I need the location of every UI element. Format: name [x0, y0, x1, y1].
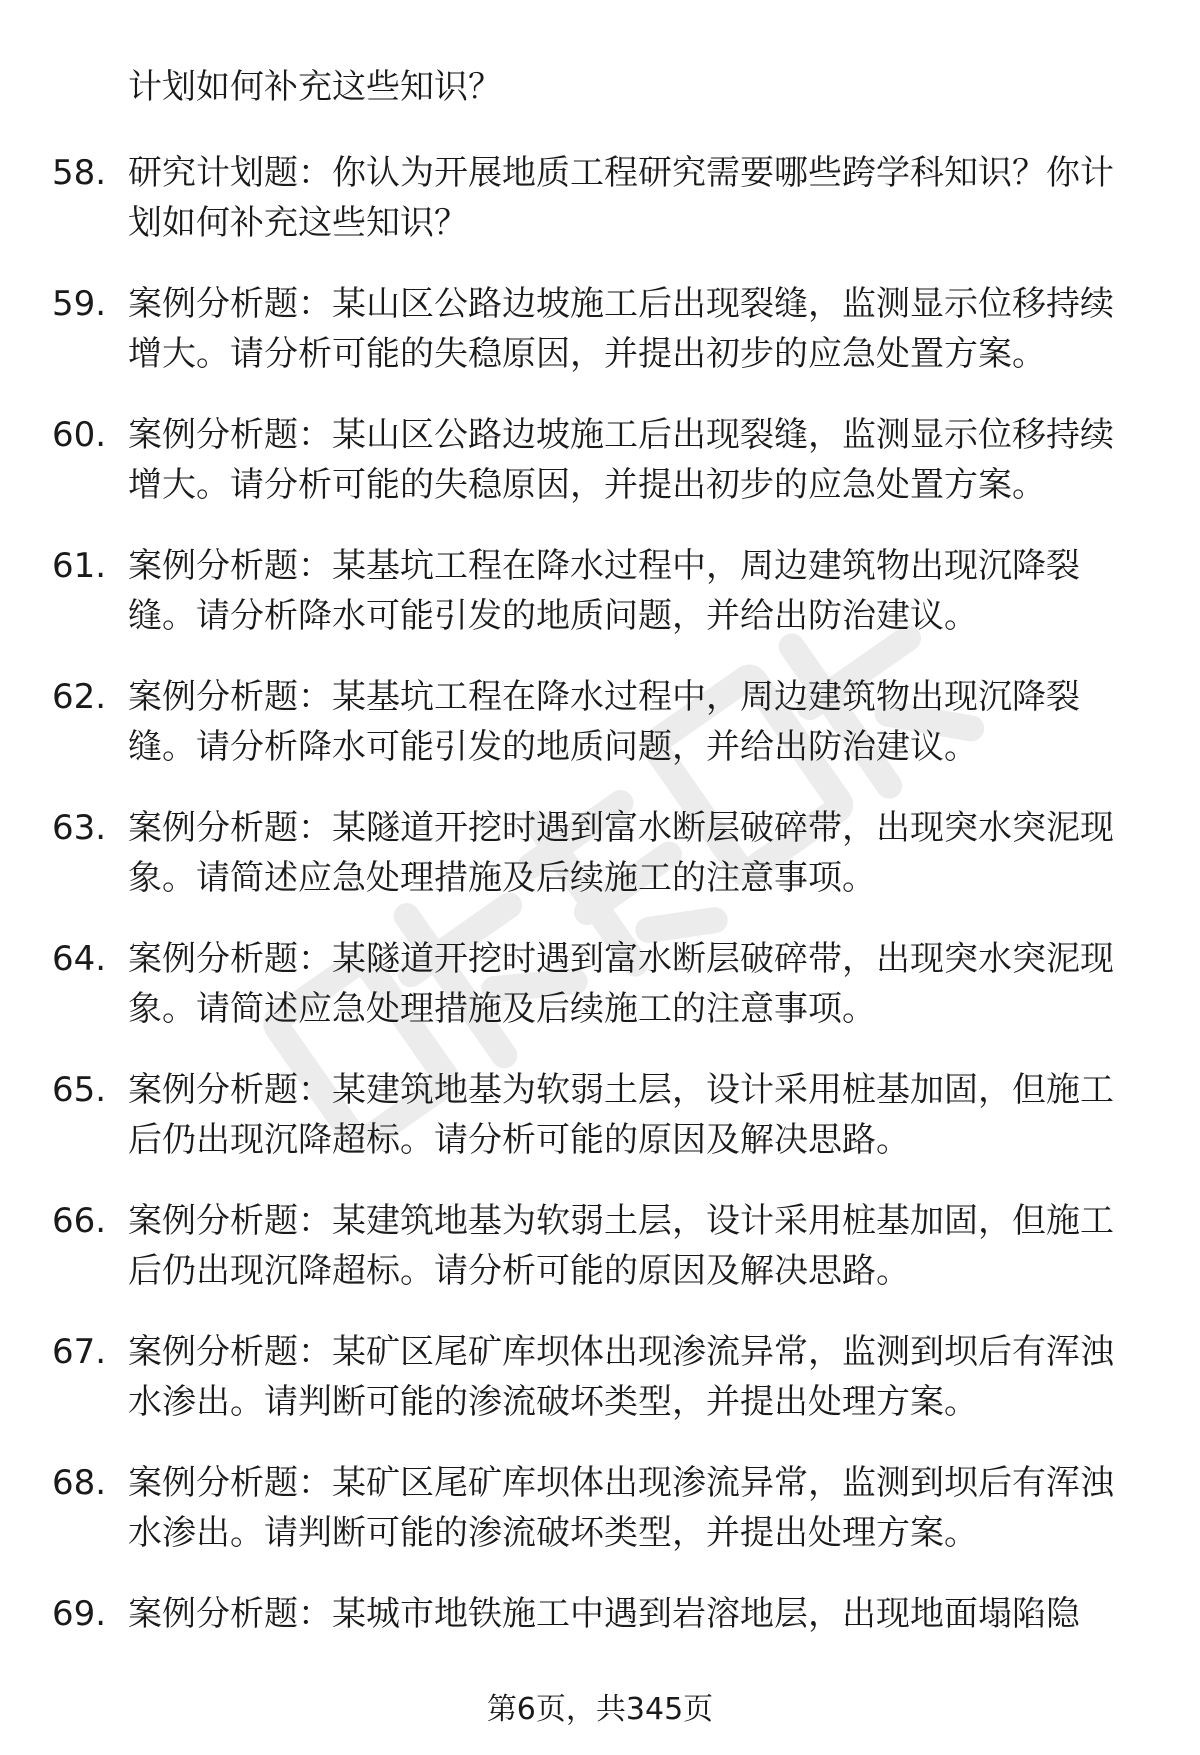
question-item	[0, 541, 1200, 672]
question-number: 65.	[52, 1070, 107, 1110]
page-number: 第6页，共345页	[486, 1692, 714, 1727]
question-item	[0, 1458, 1200, 1589]
question-number: 66.	[52, 1201, 107, 1241]
question-text: 案例分析题：某隧道开挖时遇到富水断层破碎带，出现突水突泥现象。请简述应急处理措施及后续施工的注意事项。	[128, 939, 1114, 1029]
question-number: 60.	[52, 415, 107, 455]
question-text: 案例分析题：某山区公路边坡施工后出现裂缝，监测显示位移持续增大。请分析可能的失稳原因，并提出初步的应急处置方案。	[128, 284, 1114, 374]
question-number: 64.	[52, 939, 107, 979]
question-text: 案例分析题：某基坑工程在降水过程中，周边建筑物出现沉降裂缝。请分析降水可能引发的地质问题，并给出防治建议。	[128, 546, 1080, 636]
question-text: 案例分析题：某矿区尾矿库坝体出现渗流异常，监测到坝后有浑浊水渗出。请判断可能的渗流破坏类型，并提出处理方案。	[128, 1332, 1114, 1422]
question-text: 案例分析题：某建筑地基为软弱土层，设计采用桩基加固，但施工后仍出现沉降超标。请分析可能的原因及解决思路。	[128, 1070, 1114, 1160]
question-number: 58.	[52, 153, 107, 193]
question-number: 62.	[52, 677, 107, 717]
question-number: 69.	[52, 1594, 107, 1634]
question-item	[0, 1065, 1200, 1196]
question-item	[0, 672, 1200, 803]
question-text: 研究计划题：你认为开展地质工程研究需要哪些跨学科知识？你计划如何补充这些知识？	[128, 153, 1114, 243]
question-item	[0, 1196, 1200, 1327]
question-text: 案例分析题：某城市地铁施工中遇到岩溶地层，出现地面塌陷隐	[128, 1594, 1080, 1634]
question-number: 63.	[52, 808, 107, 848]
question-item	[0, 934, 1200, 1065]
question-text: 案例分析题：某山区公路边坡施工后出现裂缝，监测显示位移持续增大。请分析可能的失稳原因，并提出初步的应急处置方案。	[128, 415, 1114, 505]
question-item	[0, 148, 1200, 279]
question-number: 61.	[52, 546, 107, 586]
question-number: 68.	[52, 1463, 107, 1503]
question-text: 案例分析题：某矿区尾矿库坝体出现渗流异常，监测到坝后有浑浊水渗出。请判断可能的渗流破坏类型，并提出处理方案。	[128, 1463, 1114, 1553]
question-number: 59.	[52, 284, 107, 324]
question-item	[0, 1327, 1200, 1458]
question-text: 案例分析题：某建筑地基为软弱土层，设计采用桩基加固，但施工后仍出现沉降超标。请分析可能的原因及解决思路。	[128, 1201, 1114, 1291]
question-item	[0, 279, 1200, 410]
question-list	[0, 148, 1200, 1720]
question-number: 67.	[52, 1332, 107, 1372]
question-text: 案例分析题：某隧道开挖时遇到富水断层破碎带，出现突水突泥现象。请简述应急处理措施及后续施工的注意事项。	[128, 808, 1114, 898]
question-item	[0, 410, 1200, 541]
question-text: 案例分析题：某基坑工程在降水过程中，周边建筑物出现沉降裂缝。请分析降水可能引发的地质问题，并给出防治建议。	[128, 677, 1080, 767]
question-item	[0, 803, 1200, 934]
continuation-text: 计划如何补充这些知识？	[128, 67, 502, 107]
